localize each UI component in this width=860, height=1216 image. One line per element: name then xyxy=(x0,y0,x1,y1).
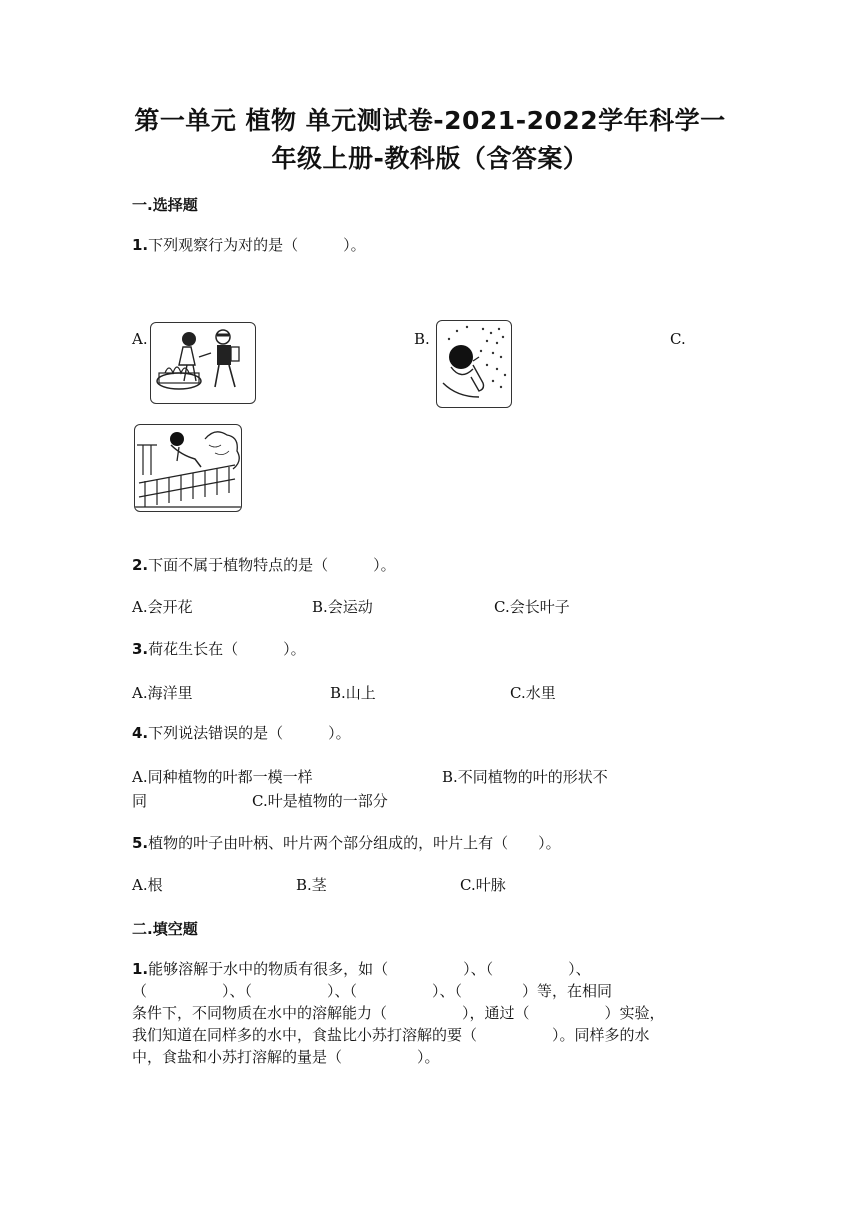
question-3 xyxy=(132,638,306,660)
option-c-illustration xyxy=(134,424,242,512)
question-2 xyxy=(132,554,396,576)
question-number: 2. xyxy=(132,556,149,574)
question-5 xyxy=(132,832,561,854)
fill-line-3: 条件下，不同物质在水中的溶解能力（ ），通过（ ）实验， xyxy=(132,1004,665,1022)
option-c-label: C. xyxy=(670,330,686,348)
section-heading-choice: 一.选择题 xyxy=(132,196,198,214)
title-line-2: 年级上册-教科版（含答案） xyxy=(271,144,589,173)
child-leaning-over-fence-icon xyxy=(135,425,241,511)
q4-option-b-continued: 同 xyxy=(132,792,148,810)
question-text: 下列说法错误的是（ ）。 xyxy=(148,724,351,742)
question-text: 下面不属于植物特点的是（ ）。 xyxy=(148,556,396,574)
q2-option-b: B.会运动 xyxy=(312,598,373,616)
q4-option-b: B.不同植物的叶的形状不 xyxy=(442,768,608,786)
children-looking-at-plant-pot-icon xyxy=(151,323,255,403)
q5-option-c: C.叶脉 xyxy=(460,876,506,894)
option-a-label: A. xyxy=(132,330,148,348)
question-number: 4. xyxy=(132,724,149,742)
child-smelling-flowers-icon xyxy=(437,321,511,407)
section-heading-fill-in: 二.填空题 xyxy=(132,920,198,938)
fill-in-question-1 xyxy=(132,958,732,1068)
q3-option-b: B.山上 xyxy=(330,684,376,702)
question-text: 下列观察行为对的是（ ）。 xyxy=(148,236,366,254)
option-b-label: B. xyxy=(414,330,430,348)
question-number: 5. xyxy=(132,834,149,852)
fill-line-5: 中，食盐和小苏打溶解的量是（ ）。 xyxy=(132,1048,440,1066)
question-number: 3. xyxy=(132,640,149,658)
question-text: 荷花生长在（ ）。 xyxy=(148,640,306,658)
fill-line-1: 1.能够溶解于水中的物质有很多，如（ ）、（ ）、 xyxy=(132,960,591,978)
q4-option-a: A.同种植物的叶都一模一样 xyxy=(132,768,313,786)
q2-option-c: C.会长叶子 xyxy=(494,598,570,616)
question-number: 1. xyxy=(132,960,149,978)
option-b-illustration xyxy=(436,320,512,408)
option-a-illustration xyxy=(150,322,256,404)
question-1 xyxy=(132,234,366,256)
q2-option-a: A.会开花 xyxy=(132,598,193,616)
q3-option-a: A.海洋里 xyxy=(132,684,193,702)
title-line-1: 第一单元 植物 单元测试卷-2021-2022学年科学一 xyxy=(134,106,726,135)
q5-option-b: B.茎 xyxy=(296,876,327,894)
fill-line-2: （ ）、（ ）、（ ）、（ ）等，在相同 xyxy=(132,982,613,1000)
question-number: 1. xyxy=(132,236,149,254)
q3-option-c: C.水里 xyxy=(510,684,556,702)
question-4 xyxy=(132,722,351,744)
question-text: 植物的叶子由叶柄、叶片两个部分组成的，叶片上有（ ）。 xyxy=(148,834,561,852)
q5-option-a: A.根 xyxy=(132,876,163,894)
q4-option-c: C.叶是植物的一部分 xyxy=(252,792,388,810)
exam-title xyxy=(100,102,760,178)
fill-line-4: 我们知道在同样多的水中，食盐比小苏打溶解的要（ ）。同样多的水 xyxy=(132,1026,650,1044)
